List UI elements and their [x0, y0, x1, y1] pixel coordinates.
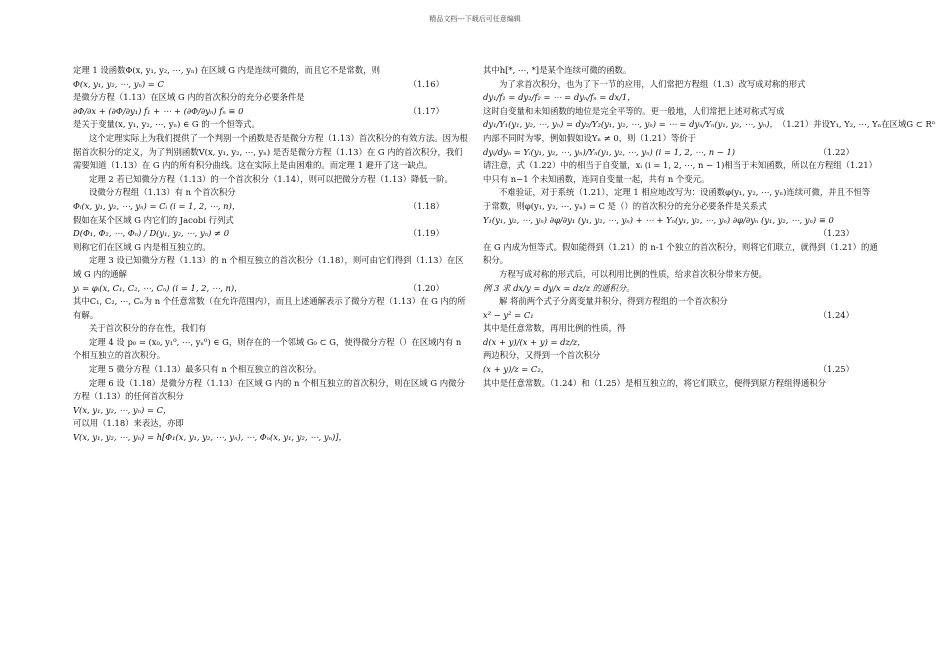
equation-math: x² − y² = C₁ — [483, 309, 534, 320]
equation-number: （1.22） — [818, 146, 854, 157]
left-paragraph: 定理 1 设函数Φ(x, y₁, y₂, ⋯, yₙ) 在区域 G 内是连续可微的，而且它不是常数，则 — [73, 65, 381, 75]
right-column — [483, 64, 936, 664]
equation-math: D(Φ₁, Φ₂, ⋯, Φₙ) / D(y₁, y₂, ⋯, yₙ) ≠ 0 — [73, 228, 230, 239]
right-paragraph: 为了求首次积分，也为了下一节的应用，人们常把方程组（1.3）改写成对称的形式 — [499, 78, 806, 89]
left-paragraph: 设微分方程组（1.13）有 n 个首次积分 — [89, 187, 236, 198]
left-paragraph: 定理 2 若已知微分方程（1.13）的一个首次积分（1.14），则可以把微分方程（1.13）降低一阶。 — [89, 173, 453, 184]
equation-number: （1.20） — [408, 282, 444, 293]
equation-number: （1.16） — [408, 78, 444, 89]
left-equation — [73, 78, 468, 92]
equation-math: dy₁/Y₁(y₁, y₂, ⋯, yₙ) = dy₂/Y₂(y₁, y₂, ⋯, yₙ) = ⋯ = dyₙ/Yₙ(y₁, y₂, ⋯, yₙ)， — [483, 119, 778, 130]
equation-number: （1.18） — [408, 200, 444, 211]
left-paragraph: 定理 6 设（1.18）是微分方程（1.13）在区域 G 内的 n 个相互独立的首次积分，则在区域 G 内微分方程（1.13）的任何首次积分 — [73, 377, 465, 402]
right-paragraph: 其中是任意常数，再用比例的性质，得 — [483, 323, 626, 334]
equation-number: （1.19） — [408, 228, 444, 239]
right-equation — [483, 282, 878, 296]
equation-math: yᵢ = φᵢ(x, C₁, C₂, ⋯, Cₙ) (i = 1, 2, ⋯, n)， — [73, 282, 243, 293]
right-paragraph: 请注意，式（1.22）中的相当于自变量，xᵢ (i = 1, 2, ⋯, n − 1)相当于未知函数，所以在方程组（1.21）中只有 n−1 个未知函数，连同自变量一起，共有 n 个变元。 — [483, 160, 877, 184]
equation-number: （1.21）并设Y₁, Y₂, ⋯, Yₙ在区域G ⊂ Rⁿ — [777, 119, 936, 130]
right-equation — [483, 227, 878, 241]
left-paragraph: 可以用（1.18）来表达，亦即 — [73, 418, 184, 429]
left-paragraph: 假如在某个区域 G 内它们的 Jacobi 行列式 — [73, 214, 234, 225]
right-paragraph: 方程写成对称的形式后，可以利用比例的性质，给求首次积分带来方便。 — [499, 268, 767, 279]
right-equation — [483, 336, 878, 350]
left-paragraph: 关于首次积分的存在性，我们有 — [89, 323, 207, 334]
left-equation — [73, 200, 468, 214]
right-paragraph: 其中是任意常数。（1.24）和（1.25）是相互独立的，将它们联立，便得到原方程组得通积分 — [483, 377, 826, 388]
left-paragraph: 定理 3 设已知微分方程（1.13）的 n 个相互独立的首次积分（1.18），则可由它们得到（1.13）在区域 G 内的通解 — [73, 255, 464, 279]
left-paragraph: 是微分方程（1.13）在区域 G 内的首次积分的充分必要条件是 — [73, 92, 305, 103]
left-equation — [73, 227, 468, 241]
equation-math: V(x, y₁, y₂, ⋯, yₙ) = C， — [73, 404, 172, 415]
left-paragraph: 这个定理实际上为我们提供了一个判别一个函数是否是微分方程（1.13）首次积分的有效方法。因为根据首次积分的定义，为了判别函数V(x, y₁, y₂, ⋯, yₙ) 是否是微分方程（1.13）在 G 内的首次积分，我们需要知道（1.13）在 G 内的所有积分曲线。这在实际上是由困难的。而定理 1 避开了这一缺点。 — [73, 132, 468, 171]
equation-math: Φ(x, y₁, y₂, ⋯, yₙ) = C — [73, 78, 164, 89]
right-paragraph: 其中h[*, ⋯, *]是某个连续可微的函数。 — [483, 65, 632, 75]
right-equation — [483, 91, 878, 105]
left-equation — [73, 404, 468, 418]
right-paragraph: 两边积分，又得到一个首次积分 — [483, 350, 601, 361]
equation-math: 例 3 求 dx/y = dy/x = dz/z 的通积分。 — [483, 282, 635, 293]
equation-number: （1.25） — [818, 364, 854, 375]
left-paragraph: 定理 5 微分方程（1.13）最多只有 n 个相互独立的首次积分。 — [89, 364, 322, 375]
equation-math: V(x, y₁, y₂, ⋯, yₙ) = h[Φ₁(x, y₁, y₂, ⋯, yₙ), ⋯, Φₙ(x, y₁, y₂, ⋯, yₙ)]， — [73, 432, 347, 443]
left-equation — [73, 282, 468, 296]
right-equation — [483, 214, 878, 228]
left-column — [73, 64, 468, 664]
right-paragraph: 在 G 内成为恒等式。假如能得到（1.21）的 n-1 个独立的首次积分，则将它们联立，就得到（1.21）的通积分。 — [483, 241, 878, 266]
equation-math: ∂Φ/∂x + (∂Φ/∂y₁) f₁ + ⋯ + (∂Φ/∂yₙ) fₙ ≡ 0 — [73, 105, 244, 116]
right-paragraph: 内部不同时为零，例如假如设Yₙ ≠ 0，则（1.21）等价于 — [483, 132, 696, 143]
right-paragraph: 解 将前两个式子分离变量并积分，得到方程组的一个首次积分 — [499, 296, 728, 307]
equation-math: Φᵢ(x, y₁, y₂, ⋯, yₙ) = Cᵢ (i = 1, 2, ⋯, n)， — [73, 200, 241, 211]
equation-number: （1.17） — [408, 105, 444, 116]
equation-math: d(x + y)/(x + y) = dz/z， — [483, 336, 586, 347]
right-paragraph: 这时自变量和未知函数的地位是完全平等的。更一般地，人们常把上述对称式写成 — [483, 105, 785, 116]
equation-number: （1.24） — [818, 309, 854, 320]
page-header: 精品文档---下载后可任意编辑 — [429, 15, 521, 23]
equation-math: dy₁/f₁ = dy₂/f₂ = ⋯ = dyₙ/fₙ = dx/1， — [483, 92, 636, 103]
right-paragraph: 不难验证，对于系统（1.21），定理 1 相应地改写为：设函数φ(y₁, y₂, ⋯, yₙ)连续可微，并且不恒等于常数，则φ(y₁, y₂, ⋯, yₙ) = C 是（）的首次积分的充分必要条件是关系式 — [483, 187, 871, 211]
equation-math: dyᵢ/dyₙ = Yᵢ(y₁, y₂, ⋯, yₙ)/Yₙ(y₁, y₂, ⋯, yₙ) (i = 1, 2, ⋯, n − 1) — [483, 146, 736, 157]
right-equation — [483, 309, 878, 323]
right-equation — [483, 146, 878, 160]
left-paragraph: 其中C₁, C₂, ⋯, Cₙ为 n 个任意常数（在允许范围内），而且上述通解表示了微分方程（1.13）在 G 内的所有解。 — [73, 296, 466, 320]
equation-math: Y₁(y₁, y₂, ⋯, yₙ) ∂φ/∂y₁ (y₁, y₂, ⋯, yₙ) + ⋯ + Yₙ(y₁, y₂, ⋯, yₙ) ∂φ/∂yₙ (y₁, y₂, ⋯, yₙ) ≡ 0 — [483, 214, 834, 225]
equation-number: （1.23） — [818, 228, 854, 239]
left-paragraph: 则称它们在区域 G 内是相互独立的。 — [73, 241, 211, 252]
left-equation — [73, 105, 468, 119]
right-equation — [483, 363, 878, 377]
left-paragraph: 定理 4 设 p₀ = (x₀, y₁⁰, ⋯, yₙ⁰) ∈ G，则存在的一个邻域 G₀ ⊂ G，使得微分方程（）在区域内有 n 个相互独立的首次积分。 — [73, 336, 462, 361]
right-equation — [483, 118, 936, 132]
left-paragraph: 是关于变量(x, y₁, y₂, ⋯, yₙ) ∈ G 的一个恒等式。 — [73, 119, 260, 130]
left-equation — [73, 431, 468, 445]
equation-math: (x + y)/z = C₂， — [483, 364, 550, 375]
